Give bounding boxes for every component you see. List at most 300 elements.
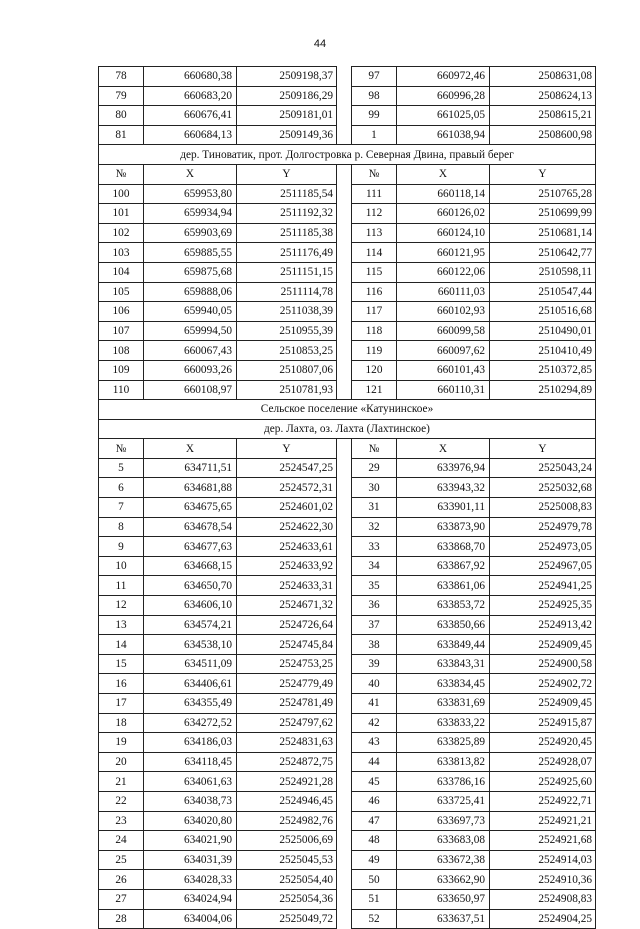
table-row bbox=[99, 498, 596, 518]
column-separator bbox=[337, 243, 352, 263]
coord-x: 634061,63 bbox=[144, 772, 237, 792]
coord-x: 660684,13 bbox=[144, 125, 237, 145]
point-number: 26 bbox=[99, 870, 144, 890]
coord-y: 2508615,21 bbox=[490, 106, 596, 126]
coord-x: 661025,05 bbox=[397, 106, 490, 126]
column-header-num: № bbox=[352, 164, 397, 184]
coord-y: 2524904,25 bbox=[490, 909, 596, 929]
coord-x: 634031,39 bbox=[144, 850, 237, 870]
coord-x: 660676,41 bbox=[144, 106, 237, 126]
coord-y: 2524925,35 bbox=[490, 596, 596, 616]
coord-x: 634650,70 bbox=[144, 576, 237, 596]
coord-x: 633813,82 bbox=[397, 752, 490, 772]
column-separator bbox=[337, 478, 352, 498]
point-number: 49 bbox=[352, 850, 397, 870]
point-number: 10 bbox=[99, 556, 144, 576]
point-number: 114 bbox=[352, 243, 397, 263]
coord-y: 2509149,36 bbox=[237, 125, 337, 145]
coord-x: 634606,10 bbox=[144, 596, 237, 616]
point-number: 99 bbox=[352, 106, 397, 126]
coord-y: 2510598,11 bbox=[490, 262, 596, 282]
table-row bbox=[99, 86, 596, 106]
coord-x: 633672,38 bbox=[397, 850, 490, 870]
column-separator bbox=[337, 909, 352, 929]
column-separator bbox=[337, 282, 352, 302]
column-header-num: № bbox=[99, 164, 144, 184]
column-separator bbox=[337, 439, 352, 459]
coord-y: 2524753,25 bbox=[237, 654, 337, 674]
coord-x: 633861,06 bbox=[397, 576, 490, 596]
table-row bbox=[99, 380, 596, 400]
point-number: 102 bbox=[99, 223, 144, 243]
point-number: 38 bbox=[352, 635, 397, 655]
point-number: 108 bbox=[99, 341, 144, 361]
table-row bbox=[99, 596, 596, 616]
coord-y: 2524973,05 bbox=[490, 537, 596, 557]
point-number: 39 bbox=[352, 654, 397, 674]
table-row bbox=[99, 223, 596, 243]
point-number: 21 bbox=[99, 772, 144, 792]
column-separator bbox=[337, 654, 352, 674]
coord-x: 634021,90 bbox=[144, 831, 237, 851]
point-number: 113 bbox=[352, 223, 397, 243]
column-separator bbox=[337, 204, 352, 224]
column-header-row bbox=[99, 439, 596, 459]
column-separator bbox=[337, 86, 352, 106]
point-number: 22 bbox=[99, 791, 144, 811]
coord-x: 659934,94 bbox=[144, 204, 237, 224]
coord-y: 2524671,32 bbox=[237, 596, 337, 616]
coord-y: 2524928,07 bbox=[490, 752, 596, 772]
coord-y: 2524601,02 bbox=[237, 498, 337, 518]
coord-x: 634272,52 bbox=[144, 713, 237, 733]
coord-x: 660093,26 bbox=[144, 360, 237, 380]
column-separator bbox=[337, 596, 352, 616]
column-separator bbox=[337, 556, 352, 576]
column-header-num: № bbox=[352, 439, 397, 459]
column-separator bbox=[337, 694, 352, 714]
coord-x: 633850,66 bbox=[397, 615, 490, 635]
coord-y: 2524915,87 bbox=[490, 713, 596, 733]
table-row bbox=[99, 889, 596, 909]
point-number: 51 bbox=[352, 889, 397, 909]
coord-y: 2510294,89 bbox=[490, 380, 596, 400]
point-number: 25 bbox=[99, 850, 144, 870]
coord-y: 2510765,28 bbox=[490, 184, 596, 204]
coord-y: 2510490,01 bbox=[490, 321, 596, 341]
point-number: 103 bbox=[99, 243, 144, 263]
coord-y: 2510681,14 bbox=[490, 223, 596, 243]
table-row bbox=[99, 870, 596, 890]
coord-x: 660680,38 bbox=[144, 67, 237, 87]
column-separator bbox=[337, 713, 352, 733]
coord-x: 634186,03 bbox=[144, 733, 237, 753]
coord-x: 633943,32 bbox=[397, 478, 490, 498]
coord-x: 660108,97 bbox=[144, 380, 237, 400]
column-header-y: Y bbox=[490, 164, 596, 184]
point-number: 18 bbox=[99, 713, 144, 733]
coord-x: 633786,16 bbox=[397, 772, 490, 792]
column-separator bbox=[337, 302, 352, 322]
column-separator bbox=[337, 184, 352, 204]
coord-y: 2524831,63 bbox=[237, 733, 337, 753]
coord-x: 659994,50 bbox=[144, 321, 237, 341]
table-row bbox=[99, 635, 596, 655]
point-number: 28 bbox=[99, 909, 144, 929]
coord-y: 2508631,08 bbox=[490, 67, 596, 87]
coord-y: 2525008,83 bbox=[490, 498, 596, 518]
coord-y: 2524781,49 bbox=[237, 694, 337, 714]
point-number: 118 bbox=[352, 321, 397, 341]
point-number: 105 bbox=[99, 282, 144, 302]
coord-x: 634711,51 bbox=[144, 458, 237, 478]
coord-y: 2524913,42 bbox=[490, 615, 596, 635]
table-row bbox=[99, 831, 596, 851]
column-header-y: Y bbox=[490, 439, 596, 459]
point-number: 111 bbox=[352, 184, 397, 204]
point-number: 112 bbox=[352, 204, 397, 224]
coord-x: 633976,94 bbox=[397, 458, 490, 478]
table-row bbox=[99, 791, 596, 811]
coordinates-table-body bbox=[99, 67, 596, 929]
coord-y: 2524946,45 bbox=[237, 791, 337, 811]
coord-x: 634538,10 bbox=[144, 635, 237, 655]
table-row bbox=[99, 360, 596, 380]
column-header-y: Y bbox=[237, 164, 337, 184]
coord-x: 633873,90 bbox=[397, 517, 490, 537]
point-number: 104 bbox=[99, 262, 144, 282]
column-separator bbox=[337, 537, 352, 557]
column-separator bbox=[337, 360, 352, 380]
coord-x: 659885,55 bbox=[144, 243, 237, 263]
column-separator bbox=[337, 733, 352, 753]
coord-y: 2508624,13 bbox=[490, 86, 596, 106]
point-number: 6 bbox=[99, 478, 144, 498]
coord-x: 634038,73 bbox=[144, 791, 237, 811]
point-number: 40 bbox=[352, 674, 397, 694]
column-header-x: X bbox=[144, 164, 237, 184]
point-number: 107 bbox=[99, 321, 144, 341]
point-number: 120 bbox=[352, 360, 397, 380]
coord-y: 2524797,62 bbox=[237, 713, 337, 733]
coord-x: 633831,69 bbox=[397, 694, 490, 714]
table-row bbox=[99, 537, 596, 557]
coord-y: 2525043,24 bbox=[490, 458, 596, 478]
coord-y: 2524910,36 bbox=[490, 870, 596, 890]
column-separator bbox=[337, 870, 352, 890]
column-separator bbox=[337, 791, 352, 811]
coord-x: 634668,15 bbox=[144, 556, 237, 576]
point-number: 37 bbox=[352, 615, 397, 635]
point-number: 101 bbox=[99, 204, 144, 224]
coord-x: 659953,80 bbox=[144, 184, 237, 204]
table-row bbox=[99, 458, 596, 478]
coord-x: 660111,03 bbox=[397, 282, 490, 302]
coord-x: 633697,73 bbox=[397, 811, 490, 831]
column-separator bbox=[337, 223, 352, 243]
coord-y: 2511176,49 bbox=[237, 243, 337, 263]
point-number: 19 bbox=[99, 733, 144, 753]
coord-y: 2511038,39 bbox=[237, 302, 337, 322]
coord-y: 2524921,28 bbox=[237, 772, 337, 792]
coord-x: 633868,70 bbox=[397, 537, 490, 557]
column-header-x: X bbox=[397, 164, 490, 184]
point-number: 50 bbox=[352, 870, 397, 890]
point-number: 44 bbox=[352, 752, 397, 772]
point-number: 36 bbox=[352, 596, 397, 616]
coord-y: 2510547,44 bbox=[490, 282, 596, 302]
point-number: 16 bbox=[99, 674, 144, 694]
table-row bbox=[99, 302, 596, 322]
column-separator bbox=[337, 321, 352, 341]
section-title: дер. Лахта, оз. Лахта (Лахтинское) bbox=[99, 419, 596, 439]
coord-y: 2511192,32 bbox=[237, 204, 337, 224]
point-number: 81 bbox=[99, 125, 144, 145]
point-number: 24 bbox=[99, 831, 144, 851]
coord-y: 2524633,31 bbox=[237, 576, 337, 596]
column-separator bbox=[337, 811, 352, 831]
coord-y: 2524900,58 bbox=[490, 654, 596, 674]
coord-y: 2525006,69 bbox=[237, 831, 337, 851]
table-row bbox=[99, 262, 596, 282]
coord-y: 2525049,72 bbox=[237, 909, 337, 929]
point-number: 97 bbox=[352, 67, 397, 87]
column-separator bbox=[337, 850, 352, 870]
table-row bbox=[99, 125, 596, 145]
coord-y: 2508600,98 bbox=[490, 125, 596, 145]
coord-y: 2524547,25 bbox=[237, 458, 337, 478]
point-number: 15 bbox=[99, 654, 144, 674]
section-title-row bbox=[99, 400, 596, 420]
coord-x: 634511,09 bbox=[144, 654, 237, 674]
point-number: 119 bbox=[352, 341, 397, 361]
point-number: 46 bbox=[352, 791, 397, 811]
coord-y: 2510372,85 bbox=[490, 360, 596, 380]
coord-y: 2510781,93 bbox=[237, 380, 337, 400]
point-number: 33 bbox=[352, 537, 397, 557]
coord-y: 2524572,31 bbox=[237, 478, 337, 498]
column-separator bbox=[337, 498, 352, 518]
point-number: 34 bbox=[352, 556, 397, 576]
point-number: 23 bbox=[99, 811, 144, 831]
coord-y: 2511185,54 bbox=[237, 184, 337, 204]
table-row bbox=[99, 556, 596, 576]
coord-x: 660126,02 bbox=[397, 204, 490, 224]
coord-y: 2510853,25 bbox=[237, 341, 337, 361]
coord-x: 633637,51 bbox=[397, 909, 490, 929]
point-number: 14 bbox=[99, 635, 144, 655]
coord-y: 2524633,61 bbox=[237, 537, 337, 557]
column-separator bbox=[337, 458, 352, 478]
coord-y: 2524909,45 bbox=[490, 694, 596, 714]
coord-y: 2524633,92 bbox=[237, 556, 337, 576]
coord-x: 660683,20 bbox=[144, 86, 237, 106]
point-number: 8 bbox=[99, 517, 144, 537]
point-number: 13 bbox=[99, 615, 144, 635]
column-separator bbox=[337, 106, 352, 126]
coord-x: 660124,10 bbox=[397, 223, 490, 243]
table-row bbox=[99, 67, 596, 87]
coord-y: 2509186,29 bbox=[237, 86, 337, 106]
coord-y: 2524921,21 bbox=[490, 811, 596, 831]
column-separator bbox=[337, 752, 352, 772]
coord-y: 2524872,75 bbox=[237, 752, 337, 772]
coord-y: 2524908,83 bbox=[490, 889, 596, 909]
coord-x: 634020,80 bbox=[144, 811, 237, 831]
column-separator bbox=[337, 635, 352, 655]
coord-x: 660067,43 bbox=[144, 341, 237, 361]
coord-y: 2524779,49 bbox=[237, 674, 337, 694]
point-number: 117 bbox=[352, 302, 397, 322]
coord-y: 2524909,45 bbox=[490, 635, 596, 655]
table-row bbox=[99, 909, 596, 929]
coord-x: 633833,22 bbox=[397, 713, 490, 733]
coord-x: 659888,06 bbox=[144, 282, 237, 302]
point-number: 17 bbox=[99, 694, 144, 714]
section-title-row bbox=[99, 419, 596, 439]
table-row bbox=[99, 733, 596, 753]
point-number: 20 bbox=[99, 752, 144, 772]
coord-y: 2510955,39 bbox=[237, 321, 337, 341]
point-number: 12 bbox=[99, 596, 144, 616]
coord-y: 2510410,49 bbox=[490, 341, 596, 361]
coord-y: 2509181,01 bbox=[237, 106, 337, 126]
coord-x: 660110,31 bbox=[397, 380, 490, 400]
coord-y: 2524902,72 bbox=[490, 674, 596, 694]
point-number: 106 bbox=[99, 302, 144, 322]
point-number: 110 bbox=[99, 380, 144, 400]
column-separator bbox=[337, 341, 352, 361]
coord-x: 634004,06 bbox=[144, 909, 237, 929]
coord-x: 659903,69 bbox=[144, 223, 237, 243]
point-number: 9 bbox=[99, 537, 144, 557]
column-separator bbox=[337, 125, 352, 145]
point-number: 32 bbox=[352, 517, 397, 537]
coord-y: 2524920,45 bbox=[490, 733, 596, 753]
coord-y: 2524925,60 bbox=[490, 772, 596, 792]
table-row bbox=[99, 321, 596, 341]
coord-x: 660122,06 bbox=[397, 262, 490, 282]
column-header-num: № bbox=[99, 439, 144, 459]
table-row bbox=[99, 204, 596, 224]
table-row bbox=[99, 282, 596, 302]
coord-x: 633834,45 bbox=[397, 674, 490, 694]
column-separator bbox=[337, 380, 352, 400]
table-row bbox=[99, 106, 596, 126]
coord-y: 2524622,30 bbox=[237, 517, 337, 537]
coord-x: 660118,14 bbox=[397, 184, 490, 204]
point-number: 35 bbox=[352, 576, 397, 596]
column-header-x: X bbox=[397, 439, 490, 459]
point-number: 100 bbox=[99, 184, 144, 204]
table-row bbox=[99, 478, 596, 498]
coord-y: 2524745,84 bbox=[237, 635, 337, 655]
coord-y: 2510642,77 bbox=[490, 243, 596, 263]
point-number: 52 bbox=[352, 909, 397, 929]
coordinates-table bbox=[98, 66, 596, 929]
point-number: 31 bbox=[352, 498, 397, 518]
coord-x: 633853,72 bbox=[397, 596, 490, 616]
coord-y: 2524914,03 bbox=[490, 850, 596, 870]
table-row bbox=[99, 772, 596, 792]
coord-x: 634406,61 bbox=[144, 674, 237, 694]
coord-x: 633849,44 bbox=[397, 635, 490, 655]
point-number: 116 bbox=[352, 282, 397, 302]
coord-x: 633825,89 bbox=[397, 733, 490, 753]
coord-y: 2509198,37 bbox=[237, 67, 337, 87]
coord-x: 660972,46 bbox=[397, 67, 490, 87]
coord-x: 659940,05 bbox=[144, 302, 237, 322]
column-separator bbox=[337, 164, 352, 184]
coord-x: 634675,65 bbox=[144, 498, 237, 518]
coord-y: 2524726,64 bbox=[237, 615, 337, 635]
coord-y: 2525054,40 bbox=[237, 870, 337, 890]
point-number: 98 bbox=[352, 86, 397, 106]
table-row bbox=[99, 576, 596, 596]
section-title: Сельское поселение «Катунинское» bbox=[99, 400, 596, 420]
point-number: 45 bbox=[352, 772, 397, 792]
coord-x: 660097,62 bbox=[397, 341, 490, 361]
point-number: 30 bbox=[352, 478, 397, 498]
coord-x: 634681,88 bbox=[144, 478, 237, 498]
coord-x: 659875,68 bbox=[144, 262, 237, 282]
coord-y: 2524982,76 bbox=[237, 811, 337, 831]
table-row bbox=[99, 517, 596, 537]
column-separator bbox=[337, 67, 352, 87]
column-separator bbox=[337, 831, 352, 851]
coord-x: 633725,41 bbox=[397, 791, 490, 811]
column-separator bbox=[337, 615, 352, 635]
coord-y: 2510699,99 bbox=[490, 204, 596, 224]
point-number: 1 bbox=[352, 125, 397, 145]
table-row bbox=[99, 615, 596, 635]
table-row bbox=[99, 243, 596, 263]
section-title-row bbox=[99, 145, 596, 165]
point-number: 78 bbox=[99, 67, 144, 87]
table-row bbox=[99, 850, 596, 870]
coord-y: 2510807,06 bbox=[237, 360, 337, 380]
point-number: 7 bbox=[99, 498, 144, 518]
column-header-y: Y bbox=[237, 439, 337, 459]
point-number: 29 bbox=[352, 458, 397, 478]
table-row bbox=[99, 752, 596, 772]
column-header-x: X bbox=[144, 439, 237, 459]
point-number: 43 bbox=[352, 733, 397, 753]
coord-x: 634028,33 bbox=[144, 870, 237, 890]
column-separator bbox=[337, 262, 352, 282]
coord-x: 633683,08 bbox=[397, 831, 490, 851]
point-number: 109 bbox=[99, 360, 144, 380]
coord-x: 660121,95 bbox=[397, 243, 490, 263]
coord-y: 2524941,25 bbox=[490, 576, 596, 596]
coord-x: 660099,58 bbox=[397, 321, 490, 341]
coord-x: 660101,43 bbox=[397, 360, 490, 380]
coord-x: 634574,21 bbox=[144, 615, 237, 635]
point-number: 47 bbox=[352, 811, 397, 831]
column-separator bbox=[337, 772, 352, 792]
point-number: 80 bbox=[99, 106, 144, 126]
coord-x: 633867,92 bbox=[397, 556, 490, 576]
point-number: 42 bbox=[352, 713, 397, 733]
point-number: 48 bbox=[352, 831, 397, 851]
table-row bbox=[99, 184, 596, 204]
page-number: 44 bbox=[313, 38, 327, 50]
coord-y: 2511114,78 bbox=[237, 282, 337, 302]
column-separator bbox=[337, 889, 352, 909]
section-title: дер. Тиноватик, прот. Долгостровка р. Северная Двина, правый берег bbox=[99, 145, 596, 165]
coord-y: 2524979,78 bbox=[490, 517, 596, 537]
coord-x: 661038,94 bbox=[397, 125, 490, 145]
